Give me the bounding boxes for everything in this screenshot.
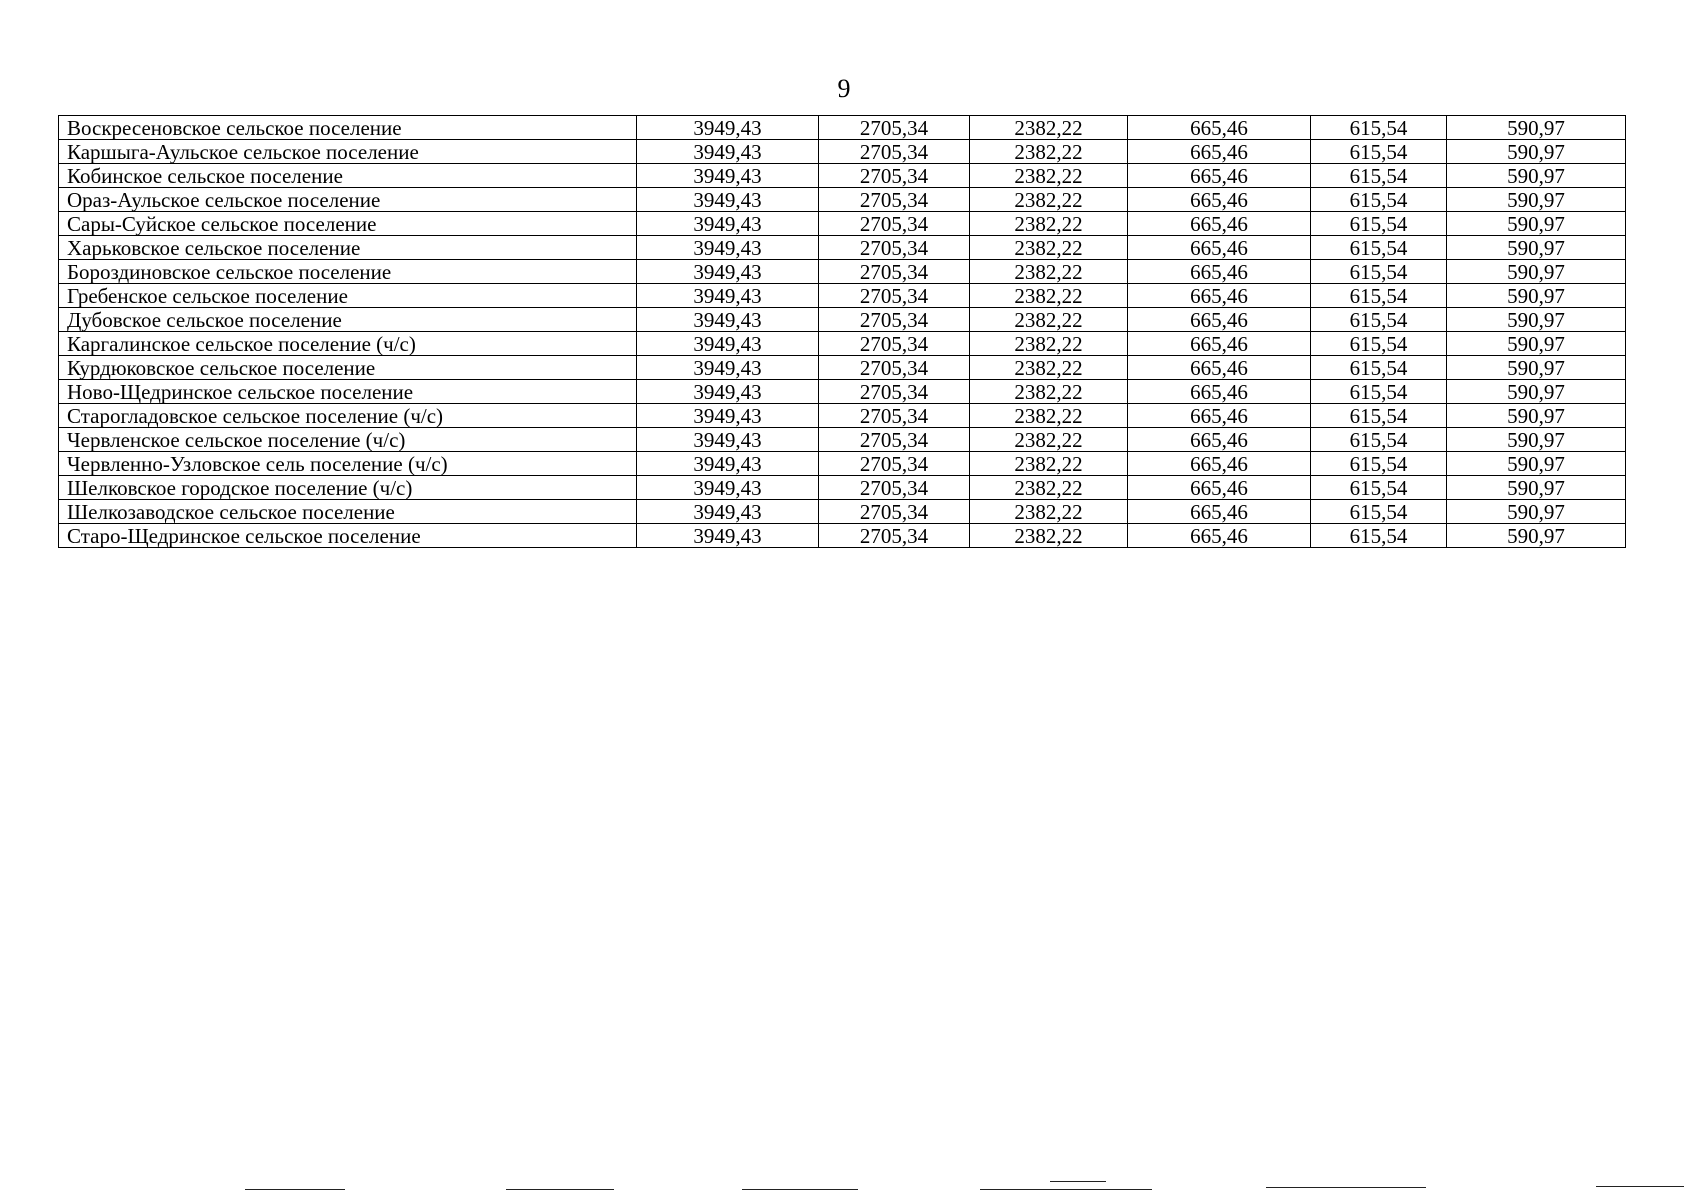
value-cell: 665,46 <box>1128 500 1311 524</box>
value-cell: 590,97 <box>1447 164 1626 188</box>
value-cell: 2705,34 <box>819 524 970 548</box>
value-cell: 2382,22 <box>970 380 1128 404</box>
settlement-name-cell: Червленно-Узловское сель поселение (ч/с) <box>59 452 637 476</box>
value-cell: 590,97 <box>1447 332 1626 356</box>
value-cell: 590,97 <box>1447 212 1626 236</box>
value-cell: 615,54 <box>1311 404 1447 428</box>
value-cell: 665,46 <box>1128 140 1311 164</box>
value-cell: 665,46 <box>1128 260 1311 284</box>
table-row <box>59 380 1626 404</box>
scan-mark <box>980 1189 1152 1190</box>
value-cell: 665,46 <box>1128 356 1311 380</box>
settlement-name-cell: Бороздиновское сельское поселение <box>59 260 637 284</box>
table-row <box>59 140 1626 164</box>
value-cell: 2382,22 <box>970 116 1128 140</box>
value-cell: 3949,43 <box>637 212 819 236</box>
table-row <box>59 308 1626 332</box>
value-cell: 2705,34 <box>819 236 970 260</box>
value-cell: 615,54 <box>1311 212 1447 236</box>
table-row <box>59 116 1626 140</box>
value-cell: 2382,22 <box>970 188 1128 212</box>
value-cell: 3949,43 <box>637 476 819 500</box>
value-cell: 615,54 <box>1311 260 1447 284</box>
table-row <box>59 260 1626 284</box>
settlement-name-cell: Старо-Щедринское сельское поселение <box>59 524 637 548</box>
value-cell: 590,97 <box>1447 380 1626 404</box>
value-cell: 590,97 <box>1447 452 1626 476</box>
value-cell: 2382,22 <box>970 524 1128 548</box>
value-cell: 3949,43 <box>637 308 819 332</box>
value-cell: 615,54 <box>1311 428 1447 452</box>
page-number: 9 <box>837 74 851 103</box>
value-cell: 3949,43 <box>637 452 819 476</box>
table-row <box>59 524 1626 548</box>
value-cell: 615,54 <box>1311 524 1447 548</box>
value-cell: 3949,43 <box>637 356 819 380</box>
settlement-name-cell: Гребенское сельское поселение <box>59 284 637 308</box>
value-cell: 2705,34 <box>819 380 970 404</box>
value-cell: 615,54 <box>1311 452 1447 476</box>
value-cell: 3949,43 <box>637 380 819 404</box>
settlement-name-cell: Каргалинское сельское поселение (ч/с) <box>59 332 637 356</box>
value-cell: 615,54 <box>1311 380 1447 404</box>
scan-mark <box>1596 1186 1684 1187</box>
scan-mark <box>742 1189 858 1190</box>
value-cell: 665,46 <box>1128 332 1311 356</box>
value-cell: 590,97 <box>1447 140 1626 164</box>
value-cell: 665,46 <box>1128 524 1311 548</box>
value-cell: 3949,43 <box>637 260 819 284</box>
value-cell: 590,97 <box>1447 404 1626 428</box>
value-cell: 590,97 <box>1447 116 1626 140</box>
value-cell: 2382,22 <box>970 236 1128 260</box>
scan-mark <box>1266 1187 1426 1188</box>
value-cell: 665,46 <box>1128 212 1311 236</box>
value-cell: 3949,43 <box>637 332 819 356</box>
table-row <box>59 476 1626 500</box>
value-cell: 665,46 <box>1128 452 1311 476</box>
value-cell: 2382,22 <box>970 284 1128 308</box>
value-cell: 615,54 <box>1311 188 1447 212</box>
value-cell: 2382,22 <box>970 356 1128 380</box>
value-cell: 2382,22 <box>970 476 1128 500</box>
rates-table-body <box>59 116 1626 548</box>
value-cell: 2382,22 <box>970 260 1128 284</box>
value-cell: 3949,43 <box>637 404 819 428</box>
table-row <box>59 428 1626 452</box>
value-cell: 590,97 <box>1447 188 1626 212</box>
settlement-name-cell: Воскресеновское сельское поселение <box>59 116 637 140</box>
scan-mark <box>245 1189 345 1190</box>
settlement-name-cell: Шелковское городское поселение (ч/с) <box>59 476 637 500</box>
settlement-name-cell: Ново-Щедринское сельское поселение <box>59 380 637 404</box>
value-cell: 3949,43 <box>637 164 819 188</box>
value-cell: 665,46 <box>1128 188 1311 212</box>
value-cell: 2382,22 <box>970 140 1128 164</box>
value-cell: 2705,34 <box>819 500 970 524</box>
value-cell: 665,46 <box>1128 476 1311 500</box>
value-cell: 2382,22 <box>970 500 1128 524</box>
table-row <box>59 332 1626 356</box>
value-cell: 3949,43 <box>637 428 819 452</box>
value-cell: 2382,22 <box>970 212 1128 236</box>
value-cell: 2705,34 <box>819 188 970 212</box>
value-cell: 2382,22 <box>970 164 1128 188</box>
value-cell: 615,54 <box>1311 284 1447 308</box>
settlement-name-cell: Харьковское сельское поселение <box>59 236 637 260</box>
value-cell: 2382,22 <box>970 452 1128 476</box>
scan-mark <box>506 1189 614 1190</box>
value-cell: 3949,43 <box>637 116 819 140</box>
table-row <box>59 500 1626 524</box>
value-cell: 665,46 <box>1128 428 1311 452</box>
value-cell: 590,97 <box>1447 500 1626 524</box>
value-cell: 3949,43 <box>637 500 819 524</box>
value-cell: 2705,34 <box>819 140 970 164</box>
value-cell: 2705,34 <box>819 308 970 332</box>
value-cell: 590,97 <box>1447 284 1626 308</box>
table-row <box>59 452 1626 476</box>
value-cell: 665,46 <box>1128 404 1311 428</box>
value-cell: 615,54 <box>1311 500 1447 524</box>
scan-mark <box>1050 1181 1106 1182</box>
rates-table <box>58 115 1626 548</box>
value-cell: 2705,34 <box>819 332 970 356</box>
value-cell: 2705,34 <box>819 404 970 428</box>
value-cell: 615,54 <box>1311 308 1447 332</box>
table-row <box>59 164 1626 188</box>
value-cell: 2705,34 <box>819 212 970 236</box>
value-cell: 2705,34 <box>819 164 970 188</box>
value-cell: 665,46 <box>1128 236 1311 260</box>
value-cell: 2705,34 <box>819 452 970 476</box>
value-cell: 665,46 <box>1128 380 1311 404</box>
settlement-name-cell: Кобинское сельское поселение <box>59 164 637 188</box>
value-cell: 2382,22 <box>970 332 1128 356</box>
settlement-name-cell: Ораз-Аульское сельское поселение <box>59 188 637 212</box>
value-cell: 2705,34 <box>819 356 970 380</box>
value-cell: 615,54 <box>1311 236 1447 260</box>
value-cell: 665,46 <box>1128 284 1311 308</box>
value-cell: 3949,43 <box>637 140 819 164</box>
table-row <box>59 236 1626 260</box>
value-cell: 590,97 <box>1447 356 1626 380</box>
value-cell: 2705,34 <box>819 116 970 140</box>
settlement-name-cell: Курдюковское сельское поселение <box>59 356 637 380</box>
footer-scan-marks <box>0 1170 1688 1200</box>
settlement-name-cell: Дубовское сельское поселение <box>59 308 637 332</box>
value-cell: 615,54 <box>1311 140 1447 164</box>
table-row <box>59 188 1626 212</box>
value-cell: 2382,22 <box>970 308 1128 332</box>
value-cell: 590,97 <box>1447 476 1626 500</box>
value-cell: 590,97 <box>1447 260 1626 284</box>
table-row <box>59 356 1626 380</box>
settlement-name-cell: Старогладовское сельское поселение (ч/с) <box>59 404 637 428</box>
settlement-name-cell: Червленское сельское поселение (ч/с) <box>59 428 637 452</box>
settlement-name-cell: Сары-Суйское сельское поселение <box>59 212 637 236</box>
value-cell: 615,54 <box>1311 356 1447 380</box>
settlement-name-cell: Каршыга-Аульское сельское поселение <box>59 140 637 164</box>
value-cell: 3949,43 <box>637 236 819 260</box>
value-cell: 615,54 <box>1311 164 1447 188</box>
value-cell: 665,46 <box>1128 116 1311 140</box>
value-cell: 3949,43 <box>637 284 819 308</box>
value-cell: 615,54 <box>1311 116 1447 140</box>
value-cell: 2382,22 <box>970 428 1128 452</box>
settlement-name-cell: Шелкозаводское сельское поселение <box>59 500 637 524</box>
value-cell: 615,54 <box>1311 332 1447 356</box>
table-row <box>59 284 1626 308</box>
value-cell: 590,97 <box>1447 308 1626 332</box>
value-cell: 665,46 <box>1128 308 1311 332</box>
value-cell: 615,54 <box>1311 476 1447 500</box>
table-row <box>59 404 1626 428</box>
value-cell: 590,97 <box>1447 428 1626 452</box>
value-cell: 2705,34 <box>819 476 970 500</box>
value-cell: 590,97 <box>1447 236 1626 260</box>
value-cell: 665,46 <box>1128 164 1311 188</box>
value-cell: 590,97 <box>1447 524 1626 548</box>
value-cell: 2382,22 <box>970 404 1128 428</box>
value-cell: 2705,34 <box>819 428 970 452</box>
value-cell: 2705,34 <box>819 260 970 284</box>
value-cell: 3949,43 <box>637 524 819 548</box>
table-row <box>59 212 1626 236</box>
value-cell: 2705,34 <box>819 284 970 308</box>
value-cell: 3949,43 <box>637 188 819 212</box>
